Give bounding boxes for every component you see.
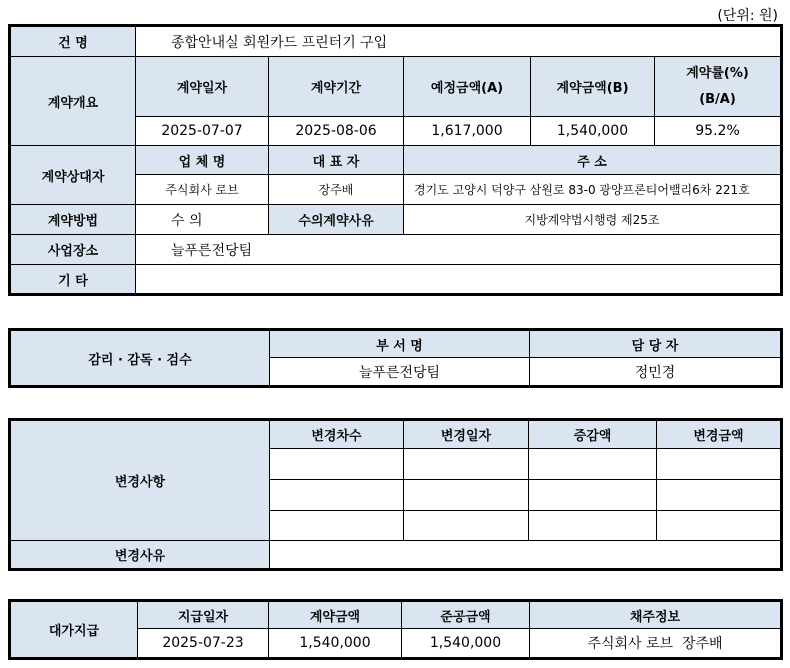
contract-period-value: 2025-08-06 <box>269 117 404 146</box>
header-department: 부 서 명 <box>270 330 530 358</box>
place-value: 늘푸른전당팀 <box>136 235 782 265</box>
change-round-cell <box>270 511 404 541</box>
change-delta-cell <box>529 480 657 511</box>
change-reason-label: 변경사유 <box>10 541 270 570</box>
header-address: 주 소 <box>404 146 782 175</box>
header-contract-date: 계약일자 <box>136 57 269 117</box>
contract-name-value: 종합안내실 회원카드 프린터기 구입 <box>136 26 782 57</box>
header-contract-period: 계약기간 <box>269 57 404 117</box>
change-date-cell <box>404 511 529 541</box>
estimated-amount-value: 1,617,000 <box>404 117 531 146</box>
header-creditor-info: 채주정보 <box>530 601 782 629</box>
contract-date-value: 2025-07-07 <box>136 117 269 146</box>
completion-amount-value: 1,540,000 <box>402 629 530 659</box>
rate-header-line1: 계약률(%) <box>686 65 749 81</box>
header-change-round: 변경차수 <box>270 420 404 449</box>
payment-label: 대가지급 <box>10 601 138 659</box>
unit-note: (단위: 원) <box>717 8 778 24</box>
place-label: 사업장소 <box>10 235 136 265</box>
changed-amount-cell <box>657 511 782 541</box>
header-change-date: 변경일자 <box>404 420 529 449</box>
creditor-info-value: 주식회사 로브 장주배 <box>530 629 782 659</box>
etc-label: 기 타 <box>10 265 136 295</box>
header-person-in-charge: 담 당 자 <box>530 330 782 358</box>
header-estimated-amount: 예정금액(A) <box>404 57 531 117</box>
header-completion-amount: 준공금액 <box>402 601 530 629</box>
header-contract-rate <box>655 57 782 117</box>
change-reason-value <box>270 541 782 570</box>
change-date-cell <box>404 480 529 511</box>
department-value: 늘푸른전당팀 <box>270 358 530 387</box>
payment-date-value: 2025-07-23 <box>138 629 269 659</box>
header-company-name: 업 체 명 <box>136 146 269 175</box>
payment-table <box>8 599 783 660</box>
overview-label: 계약개요 <box>10 57 136 146</box>
changes-table <box>8 418 783 571</box>
address-value: 경기도 고양시 덕양구 삼원로 83-0 광양프론티어밸리6차 221호 <box>404 175 782 205</box>
reason-label: 수의계약사유 <box>269 205 404 235</box>
supervision-table <box>8 328 783 388</box>
contract-rate-value: 95.2% <box>655 117 782 146</box>
changes-label: 변경사항 <box>10 420 270 541</box>
party-label: 계약상대자 <box>10 146 136 205</box>
changed-amount-cell <box>657 480 782 511</box>
header-payment-date: 지급일자 <box>138 601 269 629</box>
changed-amount-cell <box>657 449 782 480</box>
person-in-charge-value: 정민경 <box>530 358 782 387</box>
header-changed-amount: 변경금액 <box>657 420 782 449</box>
rate-header-line2: (B/A) <box>699 91 736 107</box>
etc-value <box>136 265 782 295</box>
header-payment-contract-amount: 계약금액 <box>269 601 402 629</box>
contract-table <box>8 24 783 296</box>
header-change-delta: 증감액 <box>529 420 657 449</box>
change-delta-cell <box>529 511 657 541</box>
reason-value: 지방계약법시행령 제25조 <box>404 205 782 235</box>
payment-contract-amount-value: 1,540,000 <box>269 629 402 659</box>
change-delta-cell <box>529 449 657 480</box>
method-value: 수 의 <box>136 205 269 235</box>
contract-name-label: 건 명 <box>10 26 136 57</box>
supervision-label: 감리 · 감독 · 검수 <box>10 330 270 387</box>
change-round-cell <box>270 449 404 480</box>
change-round-cell <box>270 480 404 511</box>
representative-value: 장주배 <box>269 175 404 205</box>
method-label: 계약방법 <box>10 205 136 235</box>
change-date-cell <box>404 449 529 480</box>
header-representative: 대 표 자 <box>269 146 404 175</box>
contract-amount-value: 1,540,000 <box>531 117 655 146</box>
company-name-value: 주식회사 로브 <box>136 175 269 205</box>
header-contract-amount: 계약금액(B) <box>531 57 655 117</box>
